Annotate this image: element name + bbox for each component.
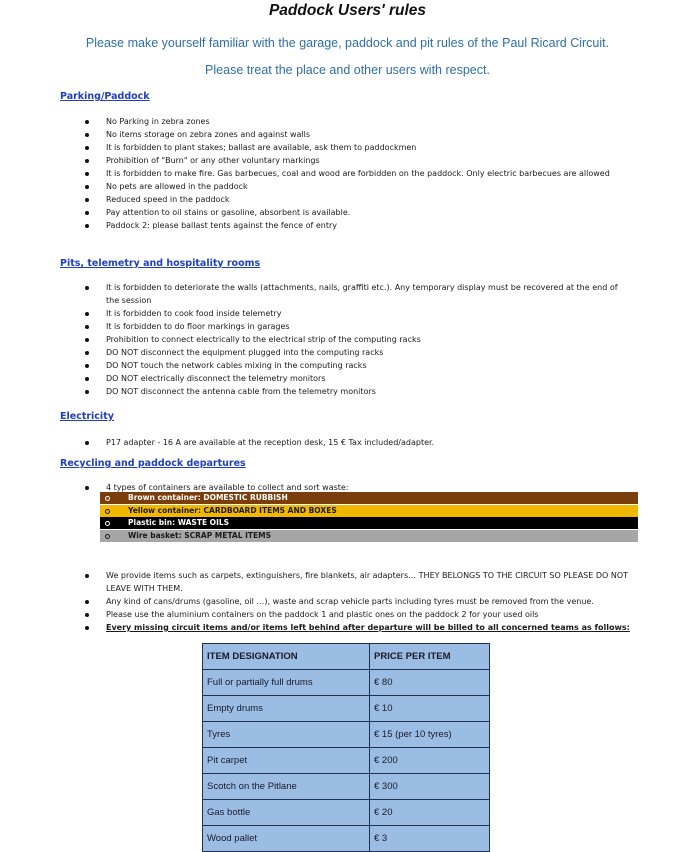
list-item: DO NOT disconnect the antenna cable from the telemetry monitors — [0, 385, 636, 398]
list-item: It is forbidden to deteriorate the walls (attachments, nails, graffiti etc.). Any temporary display must be recovered at the end of the session — [0, 281, 631, 307]
electricity-heading: Electricity — [60, 411, 114, 422]
list-item: Reduced speed in the paddock — [0, 193, 636, 206]
list-item: We provide items such as carpets, extinguishers, fire blankets, air adapters… THEY BELONGS TO THE CIRCUIT SO PLEASE DO NOT LEAVE WITH THEM. — [0, 569, 631, 595]
item-cell: Pit carpet — [203, 748, 370, 774]
table-row — [203, 748, 490, 774]
price-cell: € 10 — [370, 696, 490, 722]
table-row — [203, 722, 490, 748]
price-table — [202, 643, 490, 852]
list-item: No items storage on zebra zones and against walls — [0, 128, 636, 141]
list-item: Pay attention to oil stains or gasoline, absorbent is available. — [0, 206, 636, 219]
list-item: DO NOT touch the network cables mixing in the computing racks — [0, 359, 636, 372]
list-item: Any kind of cans/drums (gasoline, oil …), waste and scrap vehicle parts including tyres must be removed from the venue. — [0, 595, 636, 608]
list-item: It is forbidden to make fire. Gas barbecues, coal and wood are forbidden on the paddock. Only electric barbecues are allowed — [0, 167, 636, 180]
price-cell: € 20 — [370, 800, 490, 826]
price-cell: € 200 — [370, 748, 490, 774]
list-item: DO NOT electrically disconnect the telemetry monitors — [0, 372, 636, 385]
list-item: 4 types of containers are available to collect and sort waste: — [0, 481, 636, 494]
table-row — [203, 774, 490, 800]
list-item: It is forbidden to cook food inside telemetry — [0, 307, 636, 320]
container-row-plastic — [100, 517, 638, 529]
list-item: P17 adapter - 16 A are available at the reception desk, 15 € Tax included/adapter. — [0, 436, 636, 449]
circle-bullet-icon — [105, 509, 110, 514]
table-header-row — [203, 644, 490, 670]
circle-bullet-icon — [105, 496, 110, 501]
table-row — [203, 826, 490, 852]
item-cell: Empty drums — [203, 696, 370, 722]
list-item: No pets are allowed in the paddock — [0, 180, 636, 193]
recycling-heading: Recycling and paddock departures — [60, 458, 246, 469]
pits-heading: Pits, telemetry and hospitality rooms — [60, 258, 261, 269]
column-header: ITEM DESIGNATION — [203, 644, 370, 670]
price-cell: € 80 — [370, 670, 490, 696]
container-label: Yellow container: CARDBOARD ITEMS AND BOXES — [128, 505, 337, 515]
price-cell: € 15 (per 10 tyres) — [370, 722, 490, 748]
container-label: Plastic bin: WASTE OILS — [128, 518, 230, 527]
list-item: It is forbidden to do floor markings in garages — [0, 320, 636, 333]
list-item: Paddock 2: please ballast tents against the fence of entry — [0, 219, 636, 232]
item-cell: Wood pallet — [203, 826, 370, 852]
pits-rules-list — [0, 281, 636, 398]
table-row — [203, 800, 490, 826]
list-item: Prohibition of "Burn" or any other voluntary markings — [0, 154, 636, 167]
container-label: Brown container: DOMESTIC RUBBISH — [128, 493, 288, 502]
column-header: PRICE PER ITEM — [370, 644, 490, 670]
list-item: No Parking in zebra zones — [0, 115, 636, 128]
parking-heading: Parking/Paddock — [60, 91, 150, 102]
page-title: Paddock Users' rules — [268, 2, 427, 19]
list-item: Please use the aluminium containers on the paddock 1 and plastic ones on the paddock 2 for your used oils — [0, 608, 636, 621]
intro-line-1: Please make yourself familiar with the garage, paddock and pit rules of the Paul Ricard Circuit. — [85, 36, 610, 50]
item-cell: Tyres — [203, 722, 370, 748]
list-item: DO NOT disconnect the equipment plugged into the computing racks — [0, 346, 636, 359]
waste-containers-list — [100, 492, 638, 542]
table-row — [203, 670, 490, 696]
list-item: It is forbidden to plant stakes; ballast are available, ask them to paddockmen — [0, 141, 636, 154]
table-row — [203, 696, 490, 722]
intro-line-2: Please treat the place and other users with respect. — [205, 63, 490, 77]
recycling-rules-list — [0, 569, 636, 634]
billing-notice: Every missing circuit items and/or items left behind after departure will be billed to all concerned teams as follows: — [106, 623, 630, 632]
container-row-yellow — [100, 505, 638, 517]
container-label: Wire basket: SCRAP METAL ITEMS — [128, 530, 272, 540]
item-cell: Scotch on the Pitlane — [203, 774, 370, 800]
list-item — [0, 621, 636, 634]
container-row-wire — [100, 530, 638, 542]
list-item: Prohibition to connect electrically to the electrical strip of the computing racks — [0, 333, 636, 346]
price-cell: € 3 — [370, 826, 490, 852]
price-cell: € 300 — [370, 774, 490, 800]
parking-rules-list — [0, 115, 636, 232]
electricity-rules-list — [0, 436, 636, 449]
circle-bullet-icon — [105, 521, 110, 526]
item-cell: Gas bottle — [203, 800, 370, 826]
item-cell: Full or partially full drums — [203, 670, 370, 696]
container-row-brown — [100, 492, 638, 504]
circle-bullet-icon — [105, 534, 110, 539]
